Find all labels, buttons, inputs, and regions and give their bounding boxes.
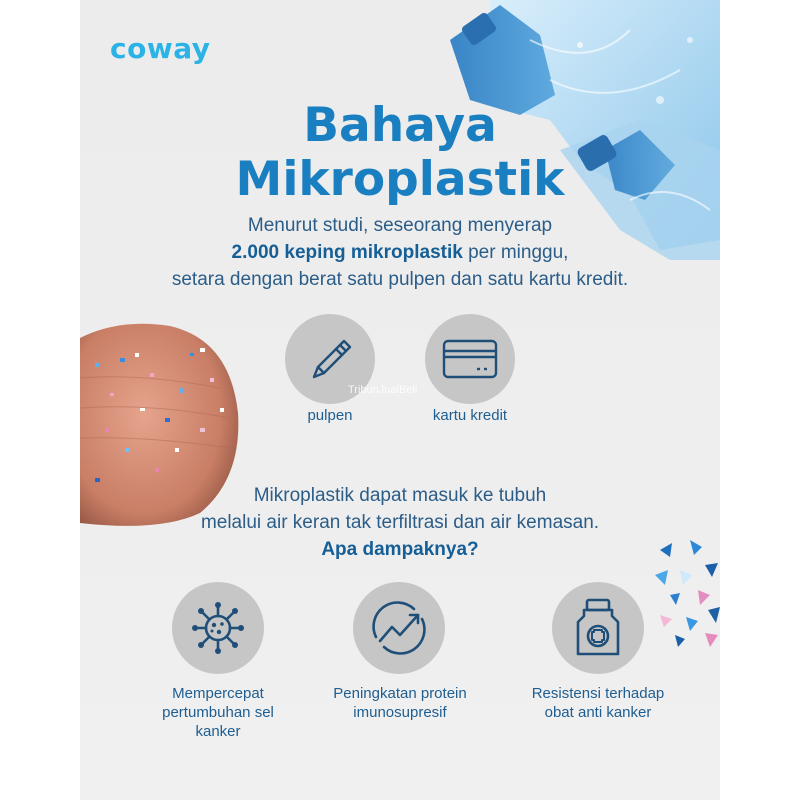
middle-line-1: Mikroplastik dapat masuk ke tubuh	[253, 485, 547, 506]
middle-question	[80, 536, 720, 563]
plastic-confetti-decoration	[650, 535, 720, 655]
medicine-bottle-icon	[572, 596, 624, 660]
medicine-bottle-icon-circle	[552, 582, 644, 674]
intro-line-3: setara dengan berat satu pulpen dan satu kartu kredit.	[171, 269, 629, 290]
question-text: Apa dampaknya?	[321, 539, 479, 560]
pen-icon	[304, 333, 356, 385]
poster	[80, 0, 720, 800]
coway-logo: coway	[110, 32, 211, 65]
virus-icon	[188, 598, 248, 658]
credit-card-icon	[441, 337, 499, 381]
impact-label-2	[320, 684, 480, 722]
pen-label: pulpen	[307, 407, 353, 424]
impact-label-3	[518, 684, 678, 722]
headline-line-2: Mikroplastik	[235, 152, 565, 207]
intro-highlight: 2.000 keping mikroplastik	[231, 242, 463, 263]
impact-2-line-1: Peningkatan protein	[333, 685, 467, 702]
credit-card-icon-circle	[425, 314, 515, 404]
trend-chart-icon-circle	[353, 582, 445, 674]
impact-3-line-2: obat anti kanker	[544, 704, 652, 721]
trend-chart-icon	[368, 597, 430, 659]
intro-line-1: Menurut studi, seseorang menyerap	[247, 215, 553, 236]
impact-1-line-2: pertumbuhan sel kanker	[162, 704, 274, 740]
intro-line-2-rest: per minggu,	[462, 242, 569, 263]
intro-text	[80, 212, 720, 293]
intro-line-2	[80, 239, 720, 266]
impact-label-1	[140, 684, 296, 741]
credit-card-label: kartu kredit	[432, 407, 508, 424]
middle-line-2: melalui air keran tak terfiltrasi dan air kemasan.	[200, 512, 600, 533]
middle-text	[80, 482, 720, 563]
impact-2-line-2: imunosupresif	[353, 704, 447, 721]
headline-line-1: Bahaya	[303, 98, 497, 153]
watermark: TribunJualBeli	[348, 384, 418, 396]
virus-icon-circle	[172, 582, 264, 674]
impact-3-line-1: Resistensi terhadap	[531, 685, 665, 702]
impact-1-line-1: Mempercepat	[172, 685, 264, 702]
